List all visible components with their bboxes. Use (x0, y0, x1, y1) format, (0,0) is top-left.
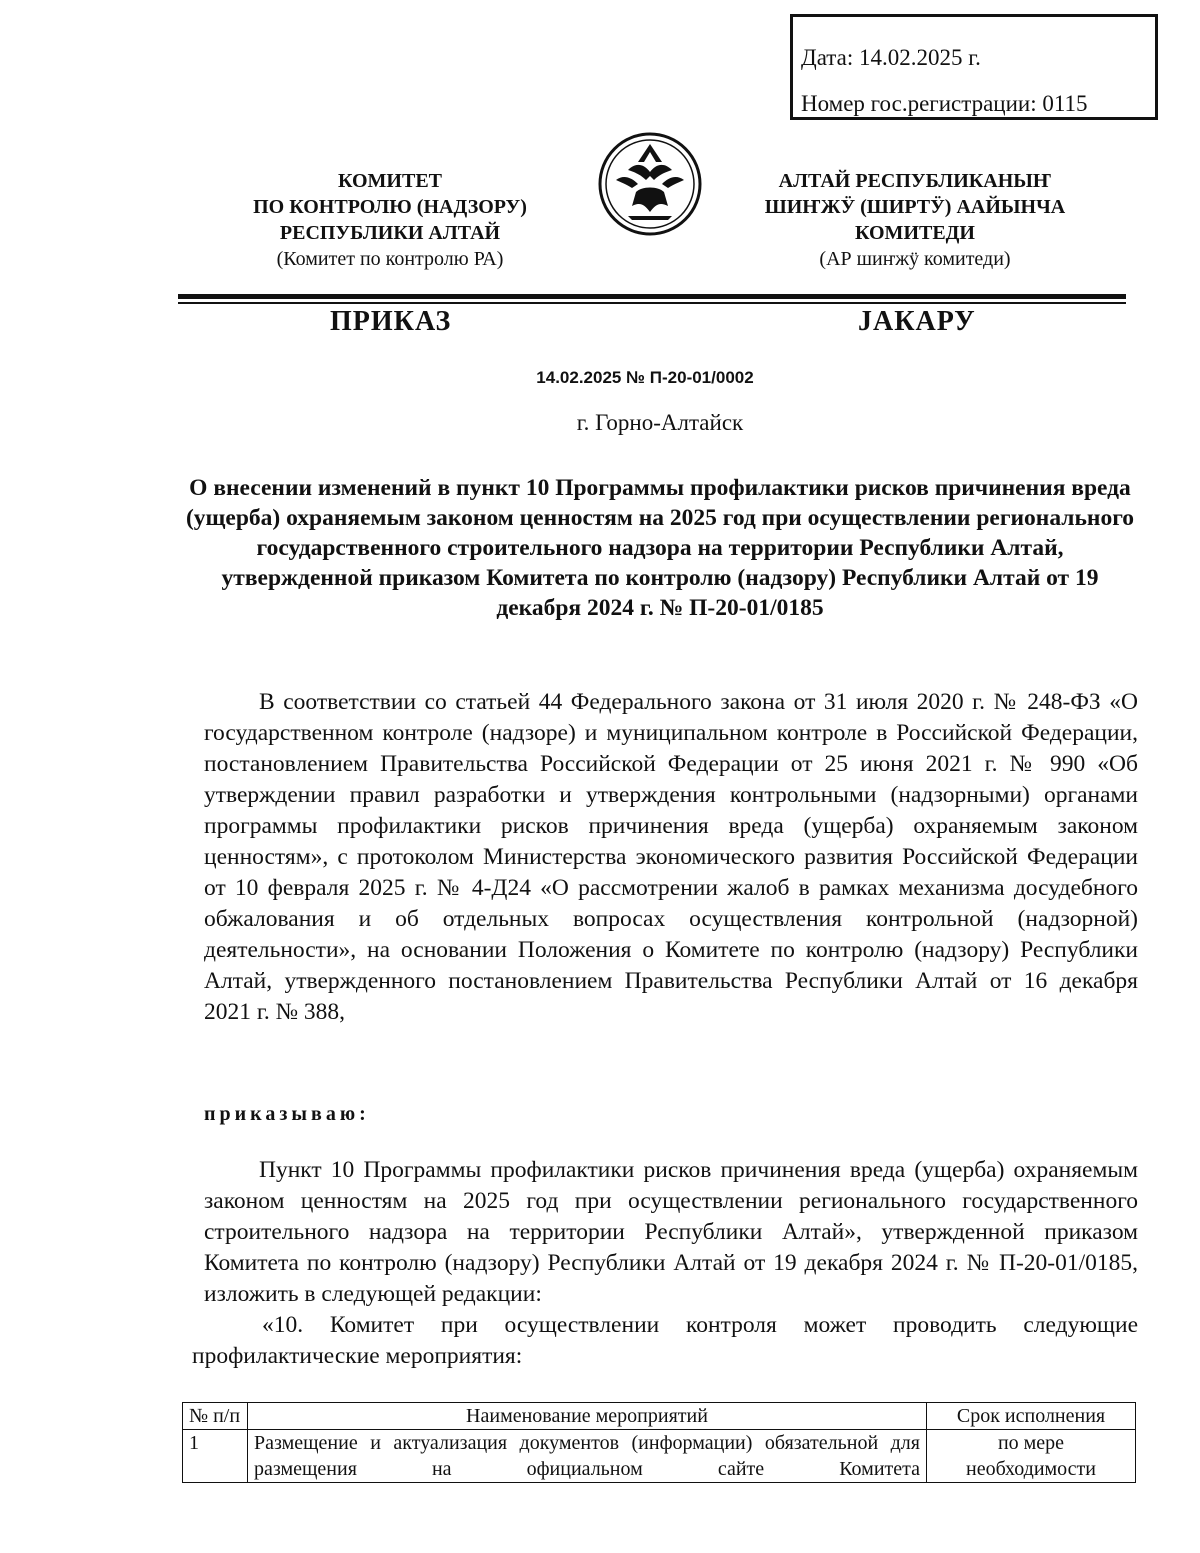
registration-number: Номер гос.регистрации: 0115 (801, 91, 1088, 116)
row-term: по мере необходимости (927, 1430, 1136, 1483)
table-row (183, 1430, 1136, 1483)
coat-of-arms-emblem (598, 132, 702, 236)
header-ru-line1: КОМИТЕТ (337, 170, 442, 192)
document-number: 14.02.2025 № П-20-01/0002 (536, 368, 754, 387)
events-table (182, 1402, 1136, 1483)
header-alt-line3: КОМИТЕДИ (855, 222, 975, 244)
header-num: № п/п (183, 1403, 248, 1430)
header-ru-line3: РЕСПУБЛИКИ АЛТАЙ (279, 222, 501, 244)
registration-date: Дата: 14.02.2025 г. (801, 45, 981, 70)
row-num: 1 (183, 1430, 248, 1483)
document-city: г. Горно-Алтайск (576, 410, 744, 435)
header-alt-line2: ШИҤЖӰ (ШИРТӰ) ААЙЫНЧА (764, 196, 1066, 218)
document-title: О внесении изменений в пункт 10 Программы профилактики рисков причинения вреда (ущерба) охраняемым законом ценностям на 2025 год при осуществлении регионального государственного строительного надзора на территории Республики Алтай, утвержденной приказом Комитета по контролю (надзору) Республики Алтай от 19 декабря 2024 г. № П-20-01/0185 (185, 475, 1135, 621)
header-divider-thick (178, 294, 1126, 299)
header-russian (220, 168, 560, 272)
header-alt-short: (АР шиҥжӱ комитеди) (819, 248, 1011, 270)
row-name: Размещение и актуализация документов (информации) обязательной для размещения на официальном сайте Комитета (248, 1430, 927, 1483)
header-divider-thin (178, 302, 1126, 304)
header-ru-short: (Комитет по контролю РА) (276, 248, 504, 270)
header-alt-line1: АЛТАЙ РЕСПУБЛИКАНЫҤ (778, 170, 1052, 192)
clause-10-paragraph: «10. Комитет при осуществлении контроля может проводить следующие профилактические мероприятия: (192, 1312, 1138, 1369)
preamble-paragraph: В соответствии со статьей 44 Федерального закона от 31 июля 2020 г. № 248-ФЗ «О государственном контроле (надзоре) и муниципальном контроле в Российской Федерации, постановлением Правительства Российской Федерации от 25 июня 2021 г. № 990 «Об утверждении правил разработки и утверждения контрольными (надзорными) органами программы профилактики рисков причинения вреда (ущерба) охраняемым законом ценностям», с протоколом Министерства экономического развития Российской Федерации от 10 февраля 2025 г. № 4-Д24 «О рассмотрении жалоб в рамках механизма досудебного обжалования и об отдельных вопросах осуществления контрольной (надзорной) деятельности», на основании Положения о Комитете по контролю (надзору) Республики Алтай, утвержденного постановлением Правительства Республики Алтай от 16 декабря 2021 г. № 388, (204, 689, 1138, 1025)
decree-word: приказываю: (204, 1103, 370, 1125)
header-altai (740, 168, 1090, 272)
registration-stamp (790, 14, 1158, 120)
order-title-altai: JАКАРУ (858, 306, 976, 337)
decree-paragraph: Пункт 10 Программы профилактики рисков причинения вреда (ущерба) охраняемым законом ценностям на 2025 год при осуществлении регионального государственного строительного надзора на территории Республики Алтай», утвержденной приказом Комитета по контролю (надзору) Республики Алтай от 19 декабря 2024 г. № П-20-01/0185, изложить в следующей редакции: (204, 1157, 1138, 1307)
header-name: Наименование мероприятий (248, 1403, 927, 1430)
header-ru-line2: ПО КОНТРОЛЮ (НАДЗОРУ) (253, 196, 527, 218)
order-title-russian: ПРИКАЗ (330, 306, 452, 337)
header-term: Срок исполнения (927, 1403, 1136, 1430)
table-header-row (183, 1403, 1136, 1430)
